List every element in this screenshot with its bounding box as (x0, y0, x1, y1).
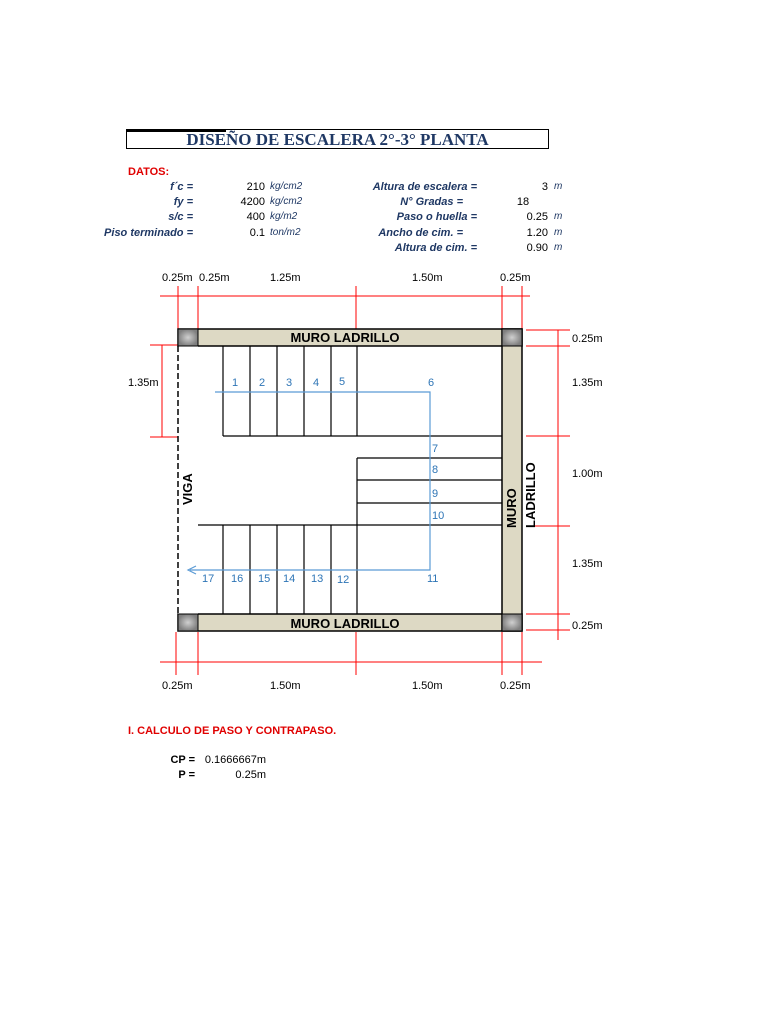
beam-label: VIGA (180, 473, 195, 505)
ancho-cim-value: 1.20 (526, 227, 548, 239)
step-11: 11 (427, 573, 439, 585)
wall-bottom-label: MURO LADRILLO (290, 616, 400, 631)
cp-value: 0.1666667m (204, 754, 266, 766)
altura-cim-value: 0.90 (526, 242, 548, 254)
step-13: 13 (311, 573, 324, 585)
right-dim-4: 1.35m (572, 558, 603, 570)
top-dim-2: 0.25m (199, 272, 230, 284)
step-12: 12 (337, 574, 350, 586)
fy-value: 4200 (240, 196, 265, 208)
fc-unit: kg/cm2 (270, 181, 303, 192)
bottom-dim-4: 0.25m (500, 680, 531, 692)
p-label: P = (178, 769, 195, 781)
altura-escalera-value: 3 (541, 181, 548, 193)
datos-heading: DATOS: (128, 166, 170, 178)
ancho-cim-label: Ancho de cim. = (378, 227, 463, 239)
piso-unit: ton/m2 (270, 227, 301, 238)
sc-label: s/c = (168, 211, 193, 223)
sc-value: 400 (246, 211, 265, 223)
right-dim-3: 1.00m (572, 468, 603, 480)
altura-escalera-label: Altura de escalera = (372, 181, 477, 193)
right-dim-2: 1.35m (572, 377, 603, 389)
right-dim-1: 0.25m (572, 333, 603, 345)
fy-label: fy = (173, 196, 193, 208)
fc-label: f´c = (170, 181, 193, 193)
walk-line (188, 392, 430, 574)
step-numbers (202, 376, 444, 586)
left-dim-1: 1.35m (128, 377, 159, 389)
step-6: 6 (428, 377, 435, 389)
cp-label: CP = (170, 754, 195, 766)
p-value: 0.25m (235, 769, 266, 781)
step-1: 1 (232, 377, 239, 389)
fc-value: 210 (246, 181, 265, 193)
step-3: 3 (286, 377, 293, 389)
page-title: DISEÑO DE ESCALERA 2°-3° PLANTA (186, 130, 489, 149)
step-16: 16 (231, 573, 244, 585)
step-7: 7 (432, 443, 439, 455)
step-10: 10 (432, 510, 445, 522)
step-4: 4 (313, 377, 320, 389)
step-14: 14 (283, 573, 296, 585)
step-17: 17 (202, 573, 215, 585)
right-dim-5: 0.25m (572, 620, 603, 632)
piso-value: 0.1 (249, 227, 265, 239)
altura-cim-label: Altura de cim. = (394, 242, 477, 254)
paso-unit: m (554, 211, 563, 222)
wall-right-label-2: LADRILLO (523, 462, 538, 528)
paso-label: Paso o huella = (396, 211, 477, 223)
top-dim-1: 0.25m (162, 272, 193, 284)
bottom-dim-1: 0.25m (162, 680, 193, 692)
bottom-dim-3: 1.50m (412, 680, 443, 692)
step-8: 8 (432, 464, 439, 476)
top-dim-5: 0.25m (500, 272, 531, 284)
section-1-heading: I. CALCULO DE PASO Y CONTRAPASO. (128, 725, 337, 737)
paso-value: 0.25 (526, 211, 548, 223)
altura-escalera-unit: m (554, 181, 563, 192)
upper-flight (223, 346, 357, 436)
piso-label: Piso terminado = (104, 227, 193, 239)
ancho-cim-unit: m (554, 227, 563, 238)
step-9: 9 (432, 488, 439, 500)
bottom-dim-2: 1.50m (270, 680, 301, 692)
step-15: 15 (258, 573, 271, 585)
gradas-value: 18 (516, 196, 530, 208)
top-dim-3: 1.25m (270, 272, 301, 284)
wall-right-label-1: MURO (504, 488, 519, 528)
altura-cim-unit: m (554, 242, 563, 253)
gradas-label: N° Gradas = (400, 196, 463, 208)
step-5: 5 (339, 376, 346, 388)
step-2: 2 (259, 377, 266, 389)
top-dim-4: 1.50m (412, 272, 443, 284)
wall-top-label: MURO LADRILLO (290, 330, 400, 345)
fy-unit: kg/cm2 (270, 196, 303, 207)
sc-unit: kg/m2 (270, 211, 298, 222)
